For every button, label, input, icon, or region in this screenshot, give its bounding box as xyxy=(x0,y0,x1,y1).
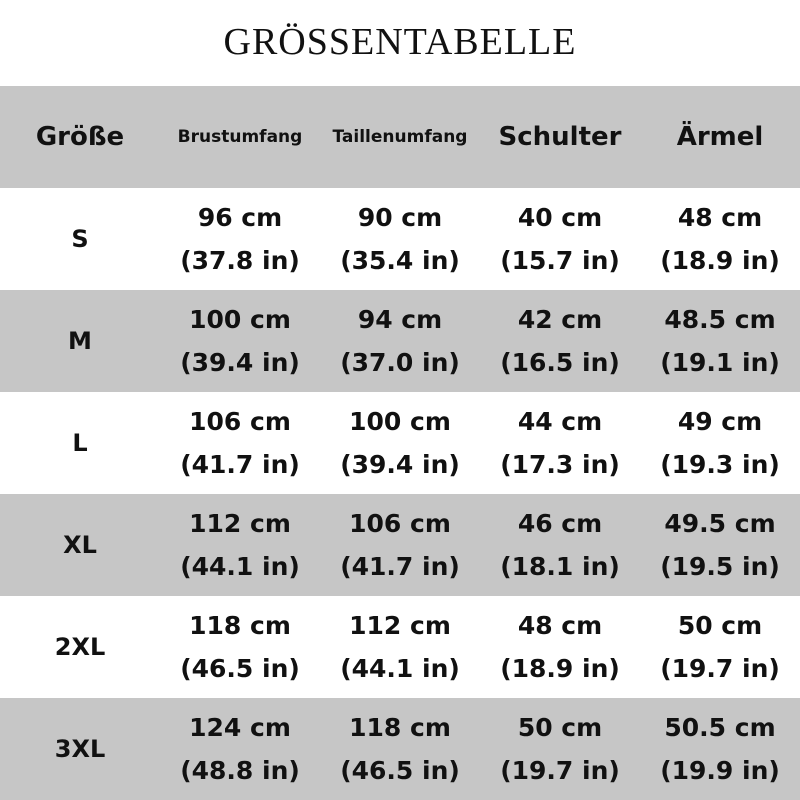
cm-value: 96 cm xyxy=(197,203,283,232)
header-size: Größe xyxy=(35,122,125,152)
cm-value: 112 cm xyxy=(349,611,451,640)
shoulder-cell xyxy=(480,392,640,494)
inch-value: (18.9 in) xyxy=(660,246,780,275)
chest-cell xyxy=(160,596,320,698)
cm-value: 44 cm xyxy=(517,407,603,436)
cm-value: 49.5 cm xyxy=(664,509,776,538)
inch-value: (44.1 in) xyxy=(340,654,460,683)
sleeve-cell xyxy=(640,188,800,290)
header-chest: Brustumfang xyxy=(177,127,303,147)
cm-value: 48.5 cm xyxy=(664,305,776,334)
page-title: GRÖSSENTABELLE xyxy=(223,21,577,63)
waist-cell xyxy=(320,494,480,596)
sleeve-cell xyxy=(640,494,800,596)
cm-value: 90 cm xyxy=(357,203,443,232)
waist-cell xyxy=(320,290,480,392)
cm-value: 40 cm xyxy=(517,203,603,232)
inch-value: (19.5 in) xyxy=(660,552,780,581)
table-row xyxy=(0,290,800,392)
cm-value: 48 cm xyxy=(517,611,603,640)
inch-value: (18.1 in) xyxy=(500,552,620,581)
cm-value: 124 cm xyxy=(189,713,291,742)
shoulder-cell xyxy=(480,188,640,290)
sleeve-cell xyxy=(640,596,800,698)
inch-value: (39.4 in) xyxy=(180,348,300,377)
cm-value: 46 cm xyxy=(517,509,603,538)
inch-value: (39.4 in) xyxy=(340,450,460,479)
inch-value: (16.5 in) xyxy=(500,348,620,377)
waist-cell xyxy=(320,596,480,698)
chest-cell xyxy=(160,698,320,800)
inch-value: (37.8 in) xyxy=(180,246,300,275)
cm-value: 112 cm xyxy=(189,509,291,538)
inch-value: (19.7 in) xyxy=(660,654,780,683)
table-row xyxy=(0,188,800,290)
cm-value: 118 cm xyxy=(349,713,451,742)
waist-cell xyxy=(320,188,480,290)
header-sleeve: Ärmel xyxy=(676,122,764,152)
size-label: 3XL xyxy=(54,735,106,763)
waist-cell xyxy=(320,392,480,494)
inch-value: (15.7 in) xyxy=(500,246,620,275)
waist-cell xyxy=(320,698,480,800)
header-waist: Taillenumfang xyxy=(332,127,468,147)
sleeve-cell xyxy=(640,392,800,494)
inch-value: (48.8 in) xyxy=(180,756,300,785)
shoulder-cell xyxy=(480,698,640,800)
inch-value: (19.3 in) xyxy=(660,450,780,479)
table-row xyxy=(0,494,800,596)
chest-cell xyxy=(160,494,320,596)
size-label: S xyxy=(71,225,89,253)
shoulder-cell xyxy=(480,596,640,698)
cm-value: 106 cm xyxy=(189,407,291,436)
inch-value: (18.9 in) xyxy=(500,654,620,683)
size-label: 2XL xyxy=(54,633,106,661)
sleeve-cell xyxy=(640,698,800,800)
size-label: L xyxy=(72,429,88,457)
cm-value: 50 cm xyxy=(517,713,603,742)
cm-value: 106 cm xyxy=(349,509,451,538)
chest-cell xyxy=(160,188,320,290)
cm-value: 49 cm xyxy=(677,407,763,436)
table-header-row xyxy=(0,86,800,188)
size-label: XL xyxy=(63,531,97,559)
cm-value: 118 cm xyxy=(189,611,291,640)
table-row xyxy=(0,596,800,698)
table-row xyxy=(0,392,800,494)
cm-value: 42 cm xyxy=(517,305,603,334)
sleeve-cell xyxy=(640,290,800,392)
header-shoulder: Schulter xyxy=(498,122,622,152)
chest-cell xyxy=(160,290,320,392)
inch-value: (41.7 in) xyxy=(180,450,300,479)
cm-value: 50.5 cm xyxy=(664,713,776,742)
size-label: M xyxy=(68,327,92,355)
cm-value: 94 cm xyxy=(357,305,443,334)
chest-cell xyxy=(160,392,320,494)
inch-value: (19.1 in) xyxy=(660,348,780,377)
inch-value: (17.3 in) xyxy=(500,450,620,479)
inch-value: (19.7 in) xyxy=(500,756,620,785)
inch-value: (46.5 in) xyxy=(340,756,460,785)
cm-value: 100 cm xyxy=(349,407,451,436)
inch-value: (44.1 in) xyxy=(180,552,300,581)
shoulder-cell xyxy=(480,494,640,596)
cm-value: 48 cm xyxy=(677,203,763,232)
cm-value: 50 cm xyxy=(677,611,763,640)
shoulder-cell xyxy=(480,290,640,392)
table-row xyxy=(0,698,800,800)
inch-value: (41.7 in) xyxy=(340,552,460,581)
cm-value: 100 cm xyxy=(189,305,291,334)
inch-value: (46.5 in) xyxy=(180,654,300,683)
inch-value: (19.9 in) xyxy=(660,756,780,785)
inch-value: (35.4 in) xyxy=(340,246,460,275)
size-table xyxy=(0,86,800,800)
inch-value: (37.0 in) xyxy=(340,348,460,377)
